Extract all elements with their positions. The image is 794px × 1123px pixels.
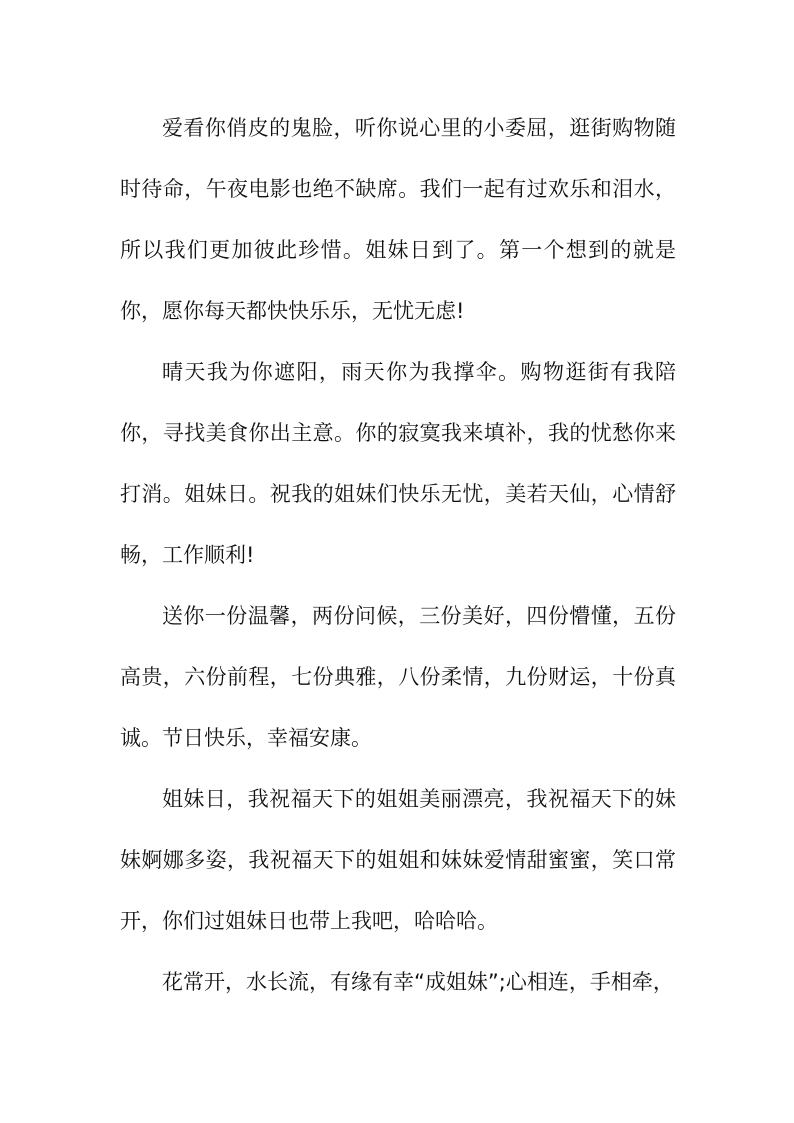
paragraph-1: 爱看你俏皮的鬼脸，听你说心里的小委屈，逛街购物随时待命，午夜电影也绝不缺席。我们一起有过欢乐和泪水，所以我们更加彼此珍惜。姐妹日到了。第一个想到的就是你，愿你每天都快快乐乐，无忧无虑! bbox=[120, 116, 676, 323]
paragraph-3: 送你一份温馨，两份问候，三份美好，四份懵懂，五份高贵，六份前程，七份典雅，八份柔情，九份财运，十份真诚。节日快乐，幸福安康。 bbox=[120, 604, 676, 750]
paragraph-4: 姐妹日，我祝福天下的姐姐美丽漂亮，我祝福天下的妹妹婀娜多姿，我祝福天下的姐姐和妹妹爱情甜蜜蜜，笑口常开，你们过姐妹日也带上我吧，哈哈哈。 bbox=[120, 787, 676, 933]
document-body bbox=[120, 98, 676, 1013]
paragraph-5: 花常开，水长流，有缘有幸“成姐妹”;心相连，手相牵， bbox=[162, 970, 674, 994]
paragraph-2: 晴天我为你遮阳，雨天你为我撑伞。购物逛街有我陪你，寻找美食你出主意。你的寂寞我来填补，我的忧愁你来打消。姐妹日。祝我的姐妹们快乐无忧，美若天仙，心情舒畅，工作顺利! bbox=[120, 360, 676, 567]
